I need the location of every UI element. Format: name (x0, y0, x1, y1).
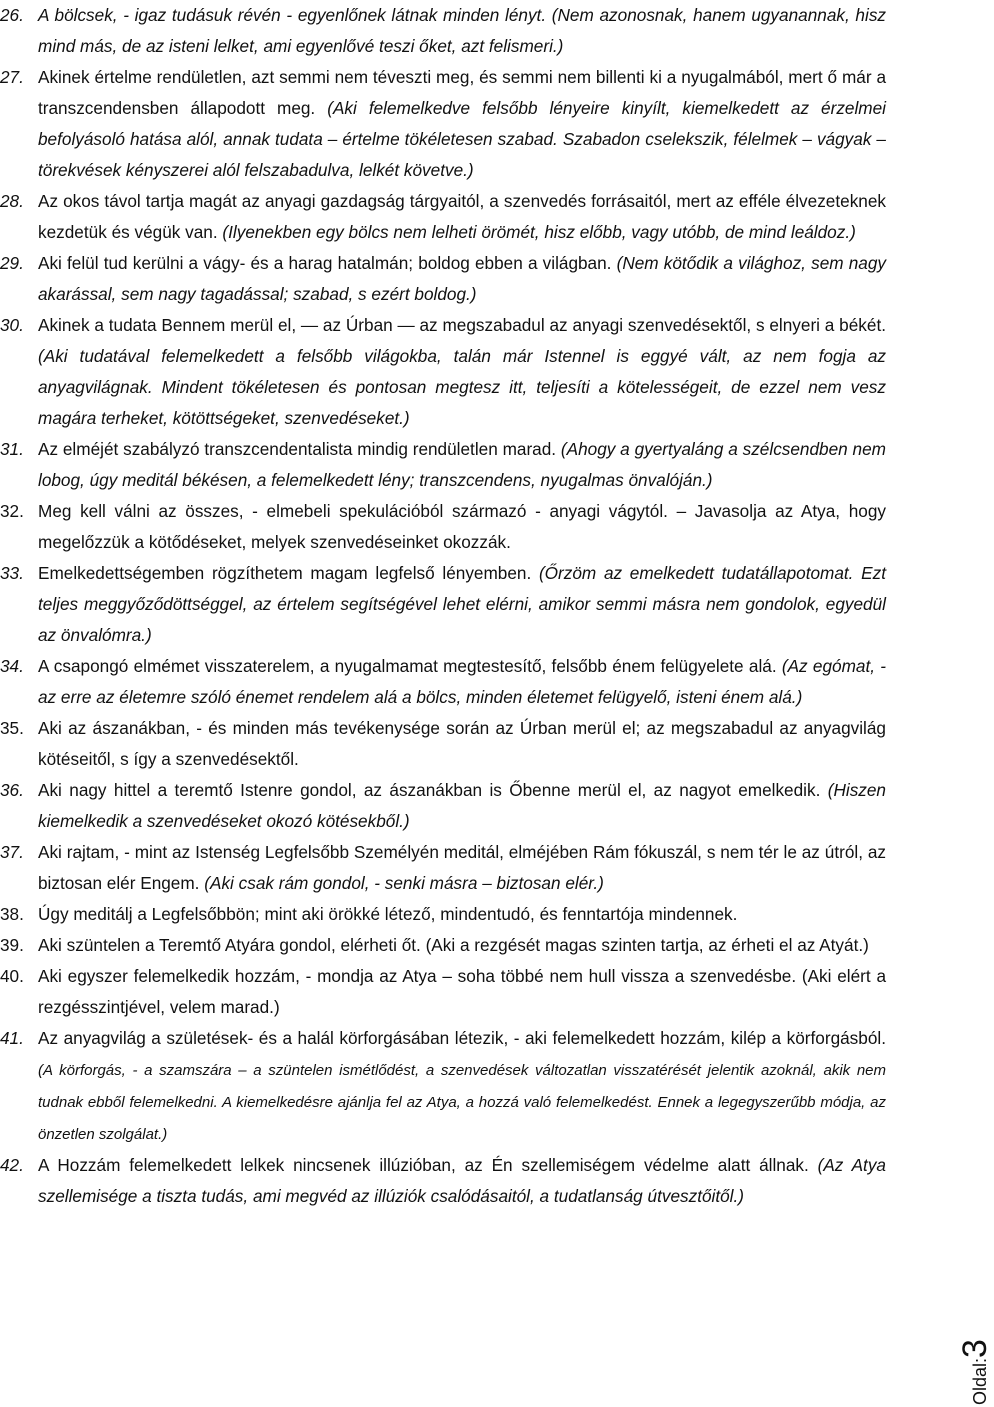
verse-item (0, 1023, 886, 1150)
verse-commentary: (A körforgás, - a szamszára – a szüntelen ismétlődést, a szenvedések változatlan visszatérését jelentik azoknál, akik nem tudnak ebből felemelkedni. A kiemelkedésre ajánlja fel az Atya, a hozzá való felemelkedést. Ennek a legegyszerűbb módja, az önzetlen szolgálat.) (38, 1062, 886, 1143)
verse-item (0, 62, 886, 186)
verse-commentary: A bölcsek, - igaz tudásuk révén - egyenlőnek látnak minden lényt. (38, 5, 552, 25)
verse-number: 41. (0, 1028, 24, 1048)
verse-number: 36. (0, 780, 24, 800)
verse-text: Az elméjét szabályzó transzcendentalista mindig rendületlen marad. (38, 439, 561, 459)
verse-text: Akinek a tudata Bennem merül el, — az Úrban — az megszabadul az anyagi szenvedésektől, s elnyeri a békét. (38, 315, 886, 335)
verse-commentary: (Aki csak rám gondol, - senki másra – biztosan elér.) (204, 873, 604, 893)
verse-number: 35. (0, 718, 24, 738)
verse-number: 40. (0, 966, 24, 986)
verse-number: 26. (0, 5, 24, 25)
verse-text: Aki az ászanákban, - és minden más tevékenysége során az Úrban merül el; az megszabadul az anyagvilág kötéseitől, s így a szenvedésektől. (38, 718, 886, 769)
verse-text: Az anyagvilág a születések- és a halál körforgásában létezik, - aki felemelkedett hozzám, kilép a körforgásból. (38, 1028, 886, 1048)
verse-number: 33. (0, 563, 24, 583)
verse-number: 30. (0, 315, 24, 335)
verse-text: A csapongó elmémet visszaterelem, a nyugalmamat megtestesítő, felsőbb énem felügyelete alá. (38, 656, 782, 676)
verse-item (0, 651, 886, 713)
verse-commentary: (Nem azonosnak, hanem ugyanannak, hisz mind más, de az isteni lelket, ami egyenlővé teszi őket, azt felismeri.) (38, 5, 887, 56)
verse-text: A Hozzám felemelkedett lelkek nincsenek illúzióban, az Én szellemiségem védelme alatt állnak. (38, 1155, 818, 1175)
verse-number: 37. (0, 842, 24, 862)
verse-number: 42. (0, 1155, 24, 1175)
page-number-rotated (958, 1339, 992, 1405)
verse-text: Úgy meditálj a Legfelsőbbön; mint aki örökké létező, mindentudó, és fenntartója mindennek. (38, 904, 738, 924)
verse-item (0, 310, 886, 434)
verse-number: 38. (0, 904, 24, 924)
verse-commentary: (Őrzöm az emelkedett tudatállapotomat. Ezt teljes meggyőződöttséggel, az értelem segítségével lehet elérni, amikor semmi másra nem gondolok, egyedül az önvalómra.) (38, 563, 886, 645)
verse-item (0, 434, 886, 496)
verse-text: Aki szüntelen a Teremtő Atyára gondol, elérheti őt. (Aki a rezgését magas szinten tartja, az érheti el az Atyát.) (38, 935, 869, 955)
verse-item (0, 775, 886, 837)
verse-number: 39. (0, 935, 24, 955)
verse-commentary: (Nem kötődik a világhoz, sem nagy akarással, sem nagy tagadással; szabad, s ezért boldog.) (38, 253, 886, 304)
verse-item (0, 1150, 886, 1212)
verse-item (0, 713, 886, 775)
verse-item (0, 0, 886, 62)
verse-text: Aki nagy hittel a teremtő Istenre gondol, az ászanákban is Őbenne merül el, az nagyot emelkedik. (38, 780, 828, 800)
verse-number: 27. (0, 67, 24, 87)
verse-text: Aki felül tud kerülni a vágy- és a harag hatalmán; boldog ebben a világban. (38, 253, 617, 273)
verse-commentary: (Ilyenekben egy bölcs nem lelheti örömét, hisz előbb, vagy utóbb, de mind leáldoz.) (222, 222, 856, 242)
verse-item (0, 930, 886, 961)
verse-commentary: (Ahogy a gyertyaláng a szélcsendben nem lobog, úgy meditál békésen, a felemelkedett lény; transzcendens, nyugalmas önvalóján.) (38, 439, 886, 490)
verse-number: 32. (0, 501, 24, 521)
verse-text: Meg kell válni az összes, - elmebeli spekulációból származó - anyagi vágytól. – Javasolja az Atya, hogy megelőzzük a kötődéseket, melyek szenvedéseinket okozzák. (38, 501, 886, 552)
verse-number: 29. (0, 253, 24, 273)
verse-text: Aki rajtam, - mint az Istenség Legfelsőbb Személyén meditál, elméjében Rám fókuszál, s nem tér le az útról, az biztosan elér Engem. (38, 842, 886, 893)
verse-number: 34. (0, 656, 24, 676)
page-footer (918, 1325, 994, 1405)
verse-text: Az okos távol tartja magát az anyagi gazdagság tárgyaitól, a szenvedés forrásaitól, mert az efféle élvezeteknek kezdetük és végük van. (38, 191, 886, 242)
page-label: Oldal: (970, 1357, 990, 1405)
verse-item (0, 496, 886, 558)
verse-item (0, 899, 886, 930)
verse-item (0, 558, 886, 651)
page-number: 3 (956, 1339, 994, 1358)
verse-commentary: (Aki tudatával felemelkedett a felsőbb világokba, talán már Istennel is eggyé vált, az nem fogja az anyagvilágnak. Mindent tökéletesen és pontosan megtesz itt, teljesíti a kötelességeit, de ezzel nem vesz magára terheket, kötöttségeket, szenvedéseket.) (38, 346, 886, 428)
verse-text: Emelkedettségemben rögzíthetem magam legfelső lényemben. (38, 563, 539, 583)
verse-item (0, 248, 886, 310)
verse-text: Aki egyszer felemelkedik hozzám, - mondja az Atya – soha többé nem hull vissza a szenvedésbe. (Aki elért a rezgésszintjével, velem marad.) (38, 966, 886, 1017)
verse-commentary: (Aki felemelkedve felsőbb lényeire kinyílt, kiemelkedett az érzelmei befolyásoló hatása alól, annak tudata – értelme tökéletesen szabad. Szabadon cselekszik, félelmek – vágyak – törekvések kényszerei alól felszabadulva, lelkét követve.) (38, 98, 886, 180)
verse-number: 31. (0, 439, 24, 459)
verse-item (0, 186, 886, 248)
verse-item (0, 961, 886, 1023)
verse-item (0, 837, 886, 899)
verse-number: 28. (0, 191, 24, 211)
verse-commentary: (Az Atya szellemisége a tiszta tudás, ami megvéd az illúziók csalódásaitól, a tudatlanság útvesztőitől.) (38, 1155, 886, 1206)
verse-text: Akinek értelme rendületlen, azt semmi nem téveszti meg, és semmi nem billenti ki a nyugalmából, mert ő már a transzcendensben állapodott meg. (38, 67, 886, 118)
verse-commentary: (Hiszen kiemelkedik a szenvedéseket okozó kötésekből.) (38, 780, 886, 831)
verse-commentary: (Az egómat, - az erre az életemre szóló énemet rendelem alá a bölcs, minden életemet felügyelő, isteni énem alá.) (38, 656, 886, 707)
